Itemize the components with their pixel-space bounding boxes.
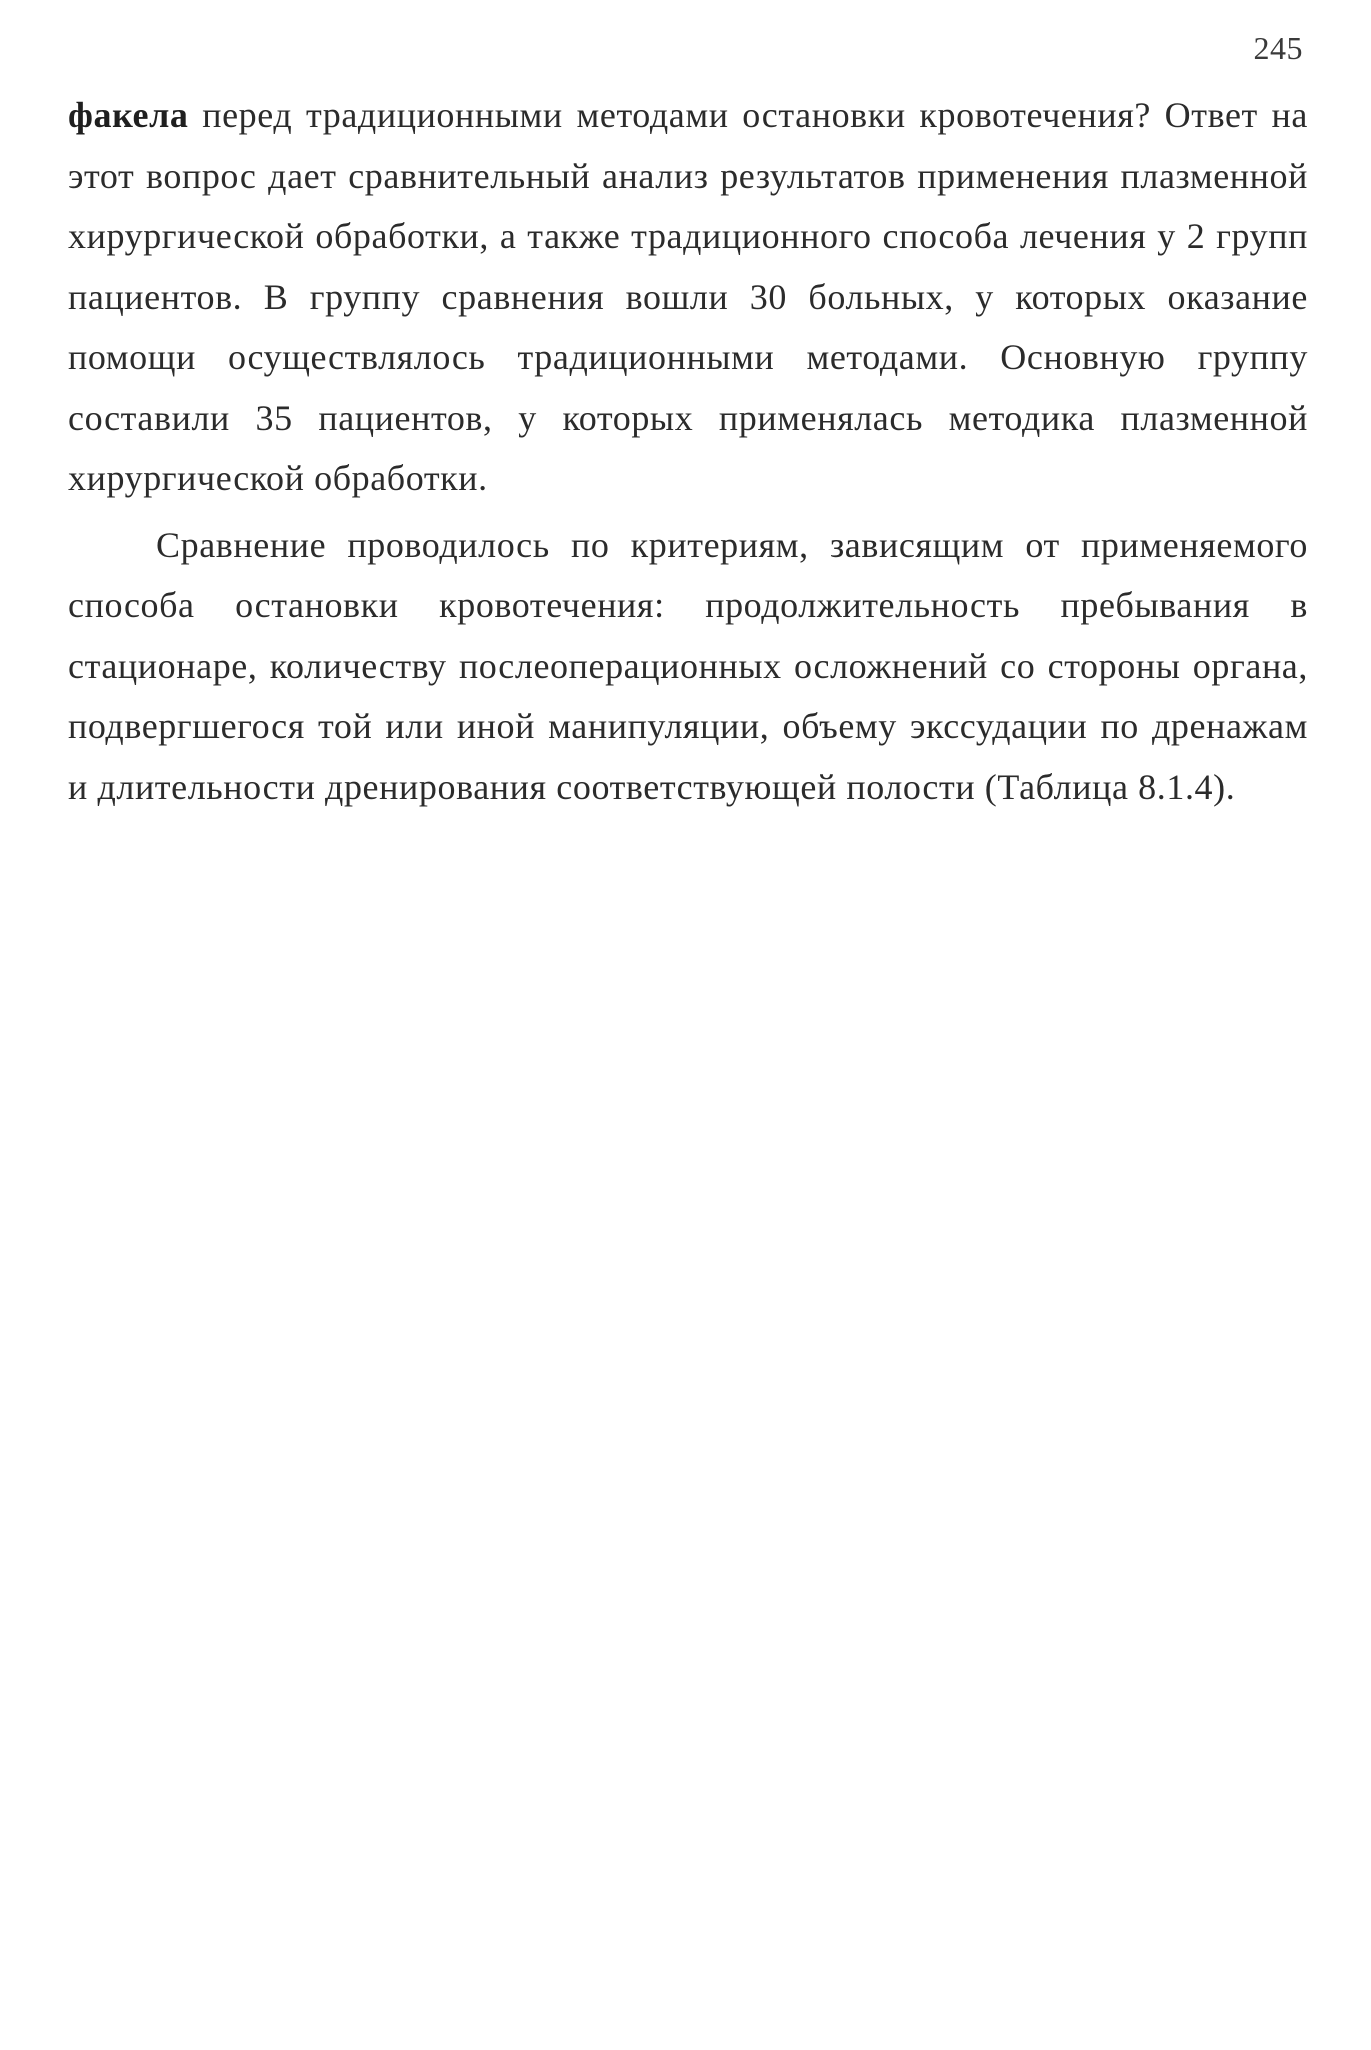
body-text — [68, 85, 1308, 817]
paragraph-1-bold-lead: факела — [68, 95, 189, 135]
paragraph-1-text: перед традиционными методами остановки кровотечения? Ответ на этот вопрос дает сравнительный анализ результатов применения плазменной хирургической обработки, а также традиционного способа лечения у 2 групп пациентов. В группу сравнения вошли 30 больных, у которых оказание помощи осуществлялось традиционными методами. Основную группу составили 35 пациентов, у которых применялась методика плазменной хирургической обработки. — [68, 95, 1308, 498]
paragraph-1 — [68, 85, 1308, 509]
page-number: 245 — [1253, 30, 1303, 66]
paragraph-2: Сравнение проводилось по критериям, зависящим от применяемого способа остановки кровотечения: продолжительность пребывания в стационаре, количеству послеоперационных осложнений со стороны органа, подвергшегося той или иной манипуляции, объему экссудации по дренажам и длительности дренирования соответствующей полости (Таблица 8.1.4). — [68, 524, 1308, 807]
